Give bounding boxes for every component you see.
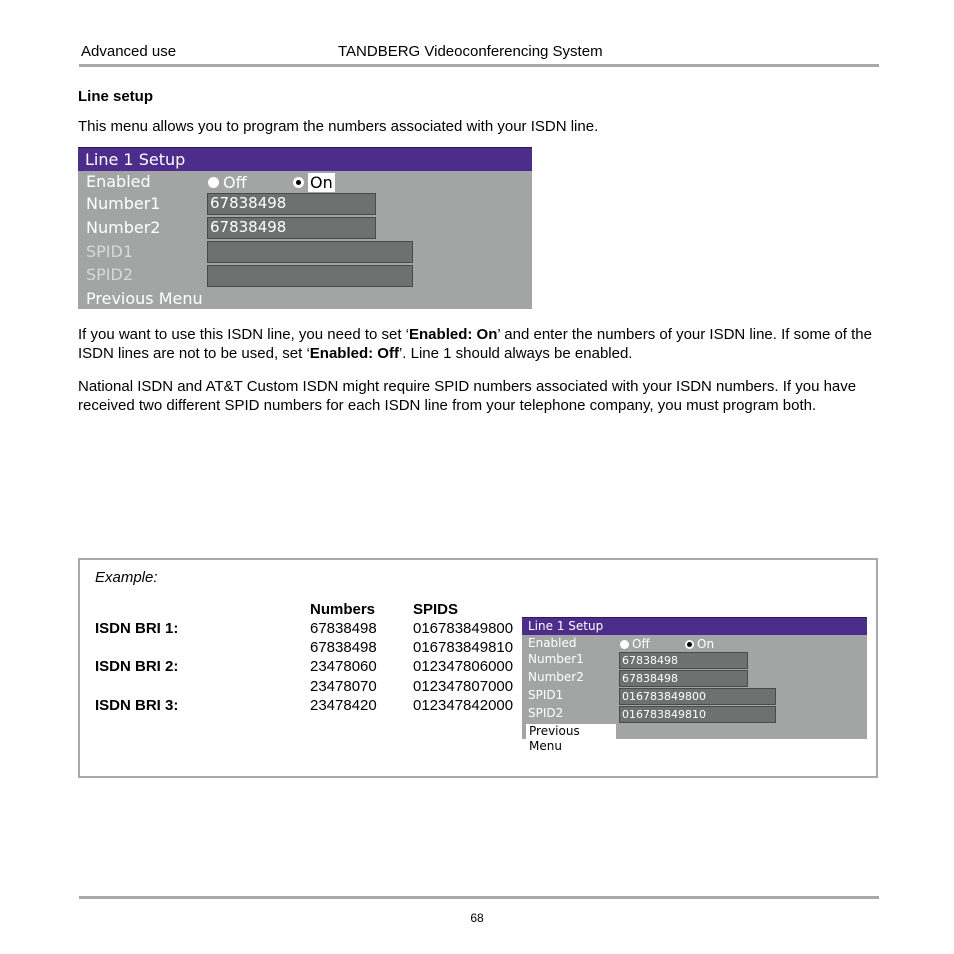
number2-field[interactable]: 67838498 [619, 670, 748, 687]
example-row-label: ISDN BRI 3: [95, 697, 179, 714]
number2-label: Number2 [528, 670, 584, 684]
example-row-spid: 012347807000 [413, 678, 514, 695]
number1-field[interactable]: 67838498 [207, 193, 376, 215]
enabled-label: Enabled [528, 636, 577, 650]
example-row-spid: 016783849800 [413, 620, 514, 637]
example-label: Example: [95, 569, 158, 586]
enabled-paragraph: If you want to use this ISDN line, you need to set ‘Enabled: On’ and enter the numbers of your ISDN line. If some of the ISDN lines are not to be used, set ‘Enabled: Off’. Line 1 should always be enabled. [78, 326, 872, 362]
number2-field[interactable]: 67838498 [207, 217, 376, 239]
radio-on-label: On [697, 637, 715, 651]
spid-paragraph: National ISDN and AT&T Custom ISDN might require SPID numbers associated with your ISDN numbers. If you have received two different SPID numbers for each ISDN line from your telephone company, you must program both. [78, 378, 857, 414]
line-setup-menu [78, 147, 532, 309]
header-left-text: Advanced use [81, 43, 177, 60]
spid1-label: SPID1 [528, 688, 564, 702]
spid2-label: SPID2 [86, 265, 134, 284]
radio-off-label: Off [223, 173, 247, 192]
radio-on-selected-icon [293, 177, 304, 188]
header-title: TANDBERG Videoconferencing System [338, 43, 603, 60]
enabled-on-radio[interactable] [685, 637, 714, 651]
spid2-label: SPID2 [528, 706, 564, 720]
radio-on-label: On [310, 173, 333, 192]
menu-title: Line 1 Setup [522, 617, 867, 635]
spid2-field[interactable] [207, 265, 413, 287]
number2-label: Number2 [86, 218, 161, 237]
spid2-field[interactable]: 016783849810 [619, 706, 776, 723]
enabled-off-radio[interactable] [620, 637, 650, 651]
intro-paragraph: This menu allows you to program the numbers associated with your ISDN line. [78, 118, 599, 135]
previous-menu-item[interactable]: Previous Menu [86, 289, 203, 308]
example-row-spid: 016783849810 [413, 639, 514, 656]
example-row-spid: 012347842000 [413, 697, 514, 714]
spids-column-header: SPIDS [413, 601, 459, 618]
example-row-number: 67838498 [310, 639, 377, 656]
number1-field[interactable]: 67838498 [619, 652, 748, 669]
footer-rule [79, 896, 879, 899]
example-row-number: 67838498 [310, 620, 377, 637]
radio-on-selected-icon [685, 640, 694, 649]
number1-label: Number1 [528, 652, 584, 666]
radio-off-label: Off [632, 637, 650, 651]
example-row-spid: 012347806000 [413, 658, 514, 675]
spid1-field[interactable] [207, 241, 413, 263]
example-row-number: 23478060 [310, 658, 377, 675]
example-row-label: ISDN BRI 2: [95, 658, 179, 675]
example-row-number: 23478420 [310, 697, 377, 714]
header-rule [79, 64, 879, 67]
numbers-column-header: Numbers [310, 601, 376, 618]
number1-label: Number1 [86, 194, 161, 213]
previous-menu-item[interactable]: Previous Menu [526, 724, 616, 739]
enabled-on-radio[interactable] [293, 173, 335, 192]
example-row-number: 23478070 [310, 678, 377, 695]
section-title: Line setup [78, 88, 154, 105]
menu-title: Line 1 Setup [78, 147, 532, 171]
spid1-field[interactable]: 016783849800 [619, 688, 776, 705]
enabled-off-radio[interactable] [208, 173, 247, 192]
radio-off-icon [208, 177, 219, 188]
example-line-setup-menu [522, 617, 867, 753]
radio-off-icon [620, 640, 629, 649]
example-row-label: ISDN BRI 1: [95, 620, 179, 637]
page-number: 68 [470, 911, 484, 925]
spid1-label: SPID1 [86, 242, 134, 261]
enabled-label: Enabled [86, 172, 151, 191]
